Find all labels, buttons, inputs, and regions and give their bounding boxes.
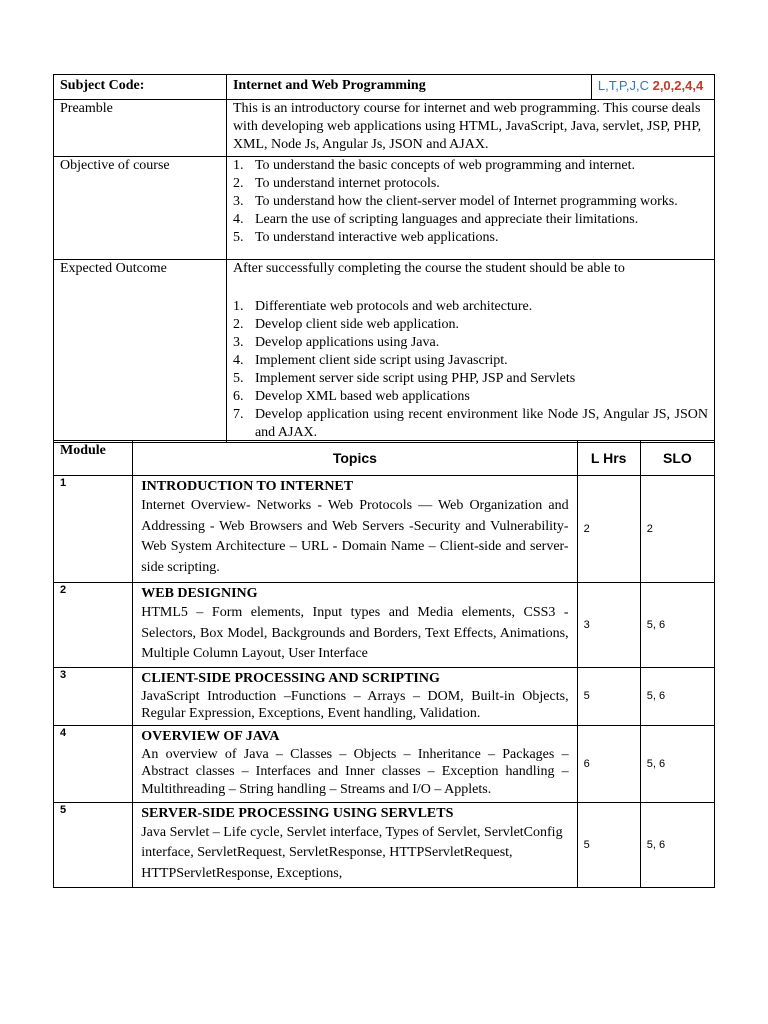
course-title: Internet and Web Programming: [226, 75, 591, 100]
module-lhrs: 5: [577, 802, 640, 887]
header-slo: SLO: [640, 441, 714, 476]
module-number: 4: [54, 725, 133, 802]
ltpjc-label: L,T,P,J,C: [597, 78, 649, 93]
subject-code-label: Subject Code:: [54, 75, 227, 100]
preamble-text: This is an introductory course for internet and web programming. This course deals with developing web applications using HTML, JavaScript, Java, servlet, JSP, PHP, XML, Node Js, Angular Js, JSON and AJAX.: [226, 100, 714, 157]
outcome-item: 2. Develop client side web application.: [232, 317, 460, 332]
outcome-label: Expected Outcome: [54, 260, 227, 443]
objective-item: 5. To understand interactive web applications.: [232, 230, 499, 245]
outcome-item: 6. Develop XML based web applications: [232, 389, 470, 404]
outcome-item: 7. Develop application using recent environment like Node JS, Angular JS, JSON and AJAX.: [232, 407, 708, 440]
module-number: 5: [54, 802, 133, 887]
module-number: 2: [54, 583, 133, 668]
module-title: CLIENT-SIDE PROCESSING AND SCRIPTING: [141, 670, 440, 686]
module-title: WEB DESIGNING: [141, 586, 258, 601]
objective-label: Objective of course: [54, 157, 227, 260]
module-row: [54, 667, 715, 725]
module-number: 3: [54, 667, 133, 725]
ltpjc-value: 2,0,2,4,4: [652, 78, 704, 93]
outcome-item: 4. Implement client side script using Javascript.: [232, 353, 508, 368]
module-topic: [133, 725, 577, 802]
module-topic: [133, 476, 577, 583]
objective-row: [54, 157, 715, 260]
preamble-row: [54, 100, 715, 157]
module-row: [54, 802, 715, 887]
ltpjc-cell: [591, 75, 714, 100]
outcome-cell: [226, 260, 714, 443]
module-row: [54, 583, 715, 668]
header-lhrs: L Hrs: [577, 441, 640, 476]
header-module: Module: [54, 441, 133, 476]
module-slo: 5, 6: [640, 667, 714, 725]
header-topics: Topics: [133, 441, 577, 476]
module-body: HTML5 – Form elements, Input types and Media elements, CSS3 - Selectors, Box Model, Backgrounds and Borders, Text Effects, Animations, Multiple Column Layout, User Interface: [141, 605, 569, 661]
outcome-list: [233, 298, 708, 442]
module-body: JavaScript Introduction –Functions – Arrays – DOM, Built-in Objects, Regular Expression, Exceptions, Event handling, Validation.: [141, 688, 569, 721]
module-body: An overview of Java – Classes – Objects – Inheritance – Packages – Abstract classes – Interfaces and Inner classes – Exception handling – Multithreading – String handling – Streams and I/O – Applets.: [141, 746, 569, 797]
module-slo: 5, 6: [640, 802, 714, 887]
objective-cell: [226, 157, 714, 260]
module-lhrs: 5: [577, 667, 640, 725]
module-topic: [133, 583, 577, 668]
module-row: [54, 725, 715, 802]
module-slo: 2: [640, 476, 714, 583]
module-topic: [133, 802, 577, 887]
outcome-item: 3. Develop applications using Java.: [232, 335, 440, 350]
module-slo: 5, 6: [640, 583, 714, 668]
module-title: OVERVIEW OF JAVA: [141, 728, 280, 744]
module-row: [54, 476, 715, 583]
module-body: Java Servlet – Life cycle, Servlet interface, Types of Servlet, ServletConfig interface, ServletRequest, ServletResponse, HTTPServletRequest, HTTPServletResponse, Exceptions,: [141, 824, 563, 881]
outcome-item: 5. Implement server side script using PHP, JSP and Servlets: [232, 371, 576, 386]
module-title: SERVER-SIDE PROCESSING USING SERVLETS: [141, 805, 454, 821]
module-topic: [133, 667, 577, 725]
outcome-intro: After successfully completing the course the student should be able to: [232, 261, 625, 276]
subject-code-row: [54, 75, 715, 100]
module-lhrs: 2: [577, 476, 640, 583]
preamble-label: Preamble: [54, 100, 227, 157]
module-title: INTRODUCTION TO INTERNET: [141, 479, 354, 494]
module-number: 1: [54, 476, 133, 583]
outcome-row: [54, 260, 715, 443]
course-info-table: [53, 74, 715, 443]
objective-item: 1. To understand the basic concepts of web programming and internet.: [232, 158, 635, 173]
objective-item: 2. To understand internet protocols.: [232, 176, 440, 191]
outcome-item: 1. Differentiate web protocols and web architecture.: [232, 299, 533, 314]
objective-list: [233, 157, 708, 247]
module-slo: 5, 6: [640, 725, 714, 802]
modules-header-row: [54, 441, 715, 476]
modules-table: [53, 440, 715, 888]
module-lhrs: 3: [577, 583, 640, 668]
module-lhrs: 6: [577, 725, 640, 802]
module-body: Internet Overview- Networks - Web Protocols — Web Organization and Addressing - Web Browsers and Web Servers -Security and Vulnerability-Web System Architecture – URL - Domain Name – Client-side and server-side scripting.: [141, 498, 569, 575]
objective-item: 3. To understand how the client-server model of Internet programming works.: [232, 194, 678, 209]
objective-item: 4. Learn the use of scripting languages and appreciate their limitations.: [232, 212, 639, 227]
